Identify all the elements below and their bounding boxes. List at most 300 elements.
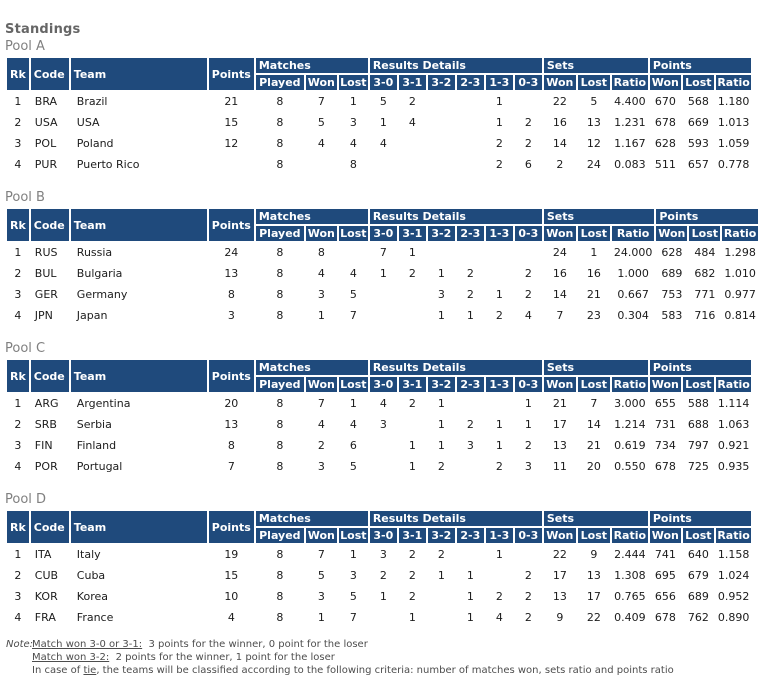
cell: 678 — [654, 116, 676, 129]
cell: 484 — [694, 246, 716, 259]
cell: 1 — [437, 418, 445, 431]
sub-column-header: 1-3 — [486, 528, 513, 543]
cell: 16 — [552, 116, 567, 129]
cell — [370, 306, 397, 325]
sub-column-header: Won — [307, 529, 335, 542]
cell: 0.921 — [717, 439, 750, 452]
group-header: Matches — [256, 511, 368, 526]
cell: 14 — [552, 288, 567, 301]
cell — [209, 155, 254, 174]
cell: 1 — [379, 116, 387, 129]
cell: 20 — [586, 460, 601, 473]
cell: 1.214 — [614, 418, 646, 431]
cell: 688 — [687, 418, 709, 431]
cell: 8 — [276, 95, 284, 108]
cell — [370, 436, 397, 455]
cell: 3 — [466, 439, 474, 452]
cell — [457, 243, 484, 262]
sub-column-header: Won — [307, 378, 335, 391]
pools — [5, 39, 766, 629]
cell: 1 — [14, 397, 22, 410]
cell — [428, 134, 455, 153]
cell: 656 — [654, 590, 676, 603]
cell: 5 — [349, 590, 357, 603]
cell: Cuba — [76, 569, 106, 582]
sub-column-header: Won — [651, 378, 679, 391]
cell: 21 — [586, 288, 601, 301]
cell: JPN — [34, 309, 53, 322]
table-row — [7, 457, 751, 476]
cell: 1 — [349, 95, 357, 108]
note-lines — [32, 638, 766, 677]
sub-column-header: Played — [256, 75, 304, 90]
pool-label: Pool D — [5, 492, 47, 507]
group-header: Points — [650, 360, 752, 375]
cell: 5 — [349, 288, 357, 301]
cell: 1 — [466, 611, 474, 624]
cell: 5 — [317, 569, 325, 582]
note-line — [32, 664, 766, 677]
standings-table — [5, 358, 753, 478]
table-row — [7, 155, 751, 174]
col-rank-header: Rk — [7, 58, 29, 90]
cell: 23 — [586, 309, 601, 322]
cell: 689 — [661, 267, 683, 280]
cell: 0.977 — [724, 288, 756, 301]
pool-label: Pool A — [5, 39, 45, 54]
sub-column-header: Lost — [578, 75, 610, 90]
sub-column-header: 2-3 — [457, 528, 484, 543]
cell: 5 — [349, 460, 357, 473]
cell: 2 — [317, 439, 325, 452]
cell — [428, 587, 455, 606]
cell: 583 — [661, 309, 683, 322]
cell: 13 — [224, 418, 239, 431]
pool-label: Pool C — [5, 341, 46, 356]
group-header: Matches — [256, 360, 368, 375]
col-team-header: Team — [71, 58, 207, 90]
cell: 1 — [317, 611, 325, 624]
cell: 2 — [495, 590, 503, 603]
cell: 741 — [654, 548, 676, 561]
cell: 17 — [586, 590, 601, 603]
header-row-groups — [7, 209, 758, 224]
cell — [399, 285, 426, 304]
cell: 7 — [590, 397, 598, 410]
sub-column-header: 0-3 — [515, 75, 542, 90]
cell: 15 — [224, 116, 239, 129]
cell: 2 — [408, 548, 416, 561]
cell — [515, 92, 542, 111]
cell: 1.063 — [717, 418, 750, 431]
sub-column-header: Lost — [578, 226, 610, 241]
cell: 8 — [349, 158, 357, 171]
cell: BRA — [34, 95, 58, 108]
cell: 5 — [379, 95, 387, 108]
cell — [486, 243, 513, 262]
group-header: Matches — [256, 209, 368, 224]
sub-column-header: Ratio — [717, 378, 750, 391]
cell: 8 — [276, 309, 284, 322]
cell: 734 — [654, 439, 676, 452]
cell: 0.935 — [717, 460, 750, 473]
cell: 2 — [14, 418, 22, 431]
sub-column-header: Lost — [683, 377, 714, 392]
note-underlined: Match won 3-2: — [32, 652, 110, 663]
cell: 1 — [437, 267, 445, 280]
note-rest: , the teams will be classified according to the following criteria: number of matches won, sets ratio and points ratio — [96, 665, 674, 676]
cell: 678 — [654, 460, 676, 473]
cell: 771 — [694, 288, 716, 301]
sub-column-header: Lost — [340, 378, 367, 391]
cell: 1 — [466, 569, 474, 582]
sub-column-header: Lost — [683, 75, 714, 90]
header-row-groups — [7, 360, 751, 375]
col-code-header: Code — [31, 360, 69, 392]
cell: 2 — [14, 116, 22, 129]
cell — [399, 155, 426, 174]
cell: POR — [34, 460, 58, 473]
group-header: Results Details — [370, 360, 542, 375]
cell: 1.024 — [717, 569, 750, 582]
cell: 7 — [317, 95, 325, 108]
cell: ITA — [34, 548, 52, 561]
group-header: Results Details — [370, 511, 542, 526]
sub-column-header: 0-3 — [515, 226, 542, 241]
cell: 3 — [14, 590, 22, 603]
note-pre: In case of — [32, 665, 84, 676]
sub-column-header: Played — [256, 528, 304, 543]
cell: 4 — [317, 267, 325, 280]
group-header: Points — [650, 58, 752, 73]
cell: 0.814 — [724, 309, 756, 322]
pool-section — [5, 492, 766, 629]
sub-column-header: 3-1 — [399, 75, 426, 90]
cell: 2 — [524, 590, 532, 603]
cell: Poland — [76, 137, 114, 150]
cell: Argentina — [76, 397, 131, 410]
cell: 797 — [687, 439, 709, 452]
pool-label: Pool B — [5, 190, 45, 205]
cell: 593 — [687, 137, 709, 150]
cell: 0.550 — [614, 460, 646, 473]
cell: 670 — [654, 95, 676, 108]
cell: 19 — [224, 548, 239, 561]
sub-column-header: Won — [544, 528, 576, 543]
cell: 2 — [408, 95, 416, 108]
sub-column-header: Won — [651, 529, 679, 542]
sub-column-header: Ratio — [613, 76, 647, 89]
cell: 1 — [495, 95, 503, 108]
cell: 1 — [495, 288, 503, 301]
cell: 8 — [276, 418, 284, 431]
cell: 7 — [379, 246, 387, 259]
cell: 1 — [495, 439, 503, 452]
col-rank-header: Rk — [7, 360, 29, 392]
cell: BUL — [34, 267, 57, 280]
cell: 0.304 — [617, 309, 649, 322]
cell: 3 — [317, 460, 325, 473]
cell: 8 — [276, 158, 284, 171]
cell: 2 — [524, 267, 532, 280]
cell: KOR — [34, 590, 58, 603]
cell: 13 — [552, 439, 567, 452]
col-team-header: Team — [71, 360, 207, 392]
cell — [370, 457, 397, 476]
sub-column-header: 0-3 — [515, 528, 542, 543]
cell: 1 — [379, 590, 387, 603]
pool-section — [5, 341, 766, 478]
cell: France — [76, 611, 114, 624]
cell: 24 — [224, 246, 239, 259]
cell — [457, 457, 484, 476]
sub-column-header: Ratio — [723, 227, 757, 240]
cell: 1 — [495, 548, 503, 561]
cell: 4 — [14, 158, 22, 171]
cell: 1 — [408, 460, 416, 473]
cell: 1.010 — [724, 267, 756, 280]
cell: 588 — [687, 397, 709, 410]
cell: 1 — [408, 439, 416, 452]
sub-column-header: 1-3 — [486, 377, 513, 392]
cell — [399, 415, 426, 434]
cell: 15 — [224, 569, 239, 582]
group-header: Sets — [544, 511, 648, 526]
sub-column-header: Lost — [683, 528, 714, 543]
cell: 1 — [14, 548, 22, 561]
cell — [428, 608, 455, 627]
cell: 7 — [349, 611, 357, 624]
cell: 8 — [276, 590, 284, 603]
cell: 4 — [14, 460, 22, 473]
cell: 2 — [524, 288, 532, 301]
group-header: Points — [656, 209, 758, 224]
cell: 21 — [586, 439, 601, 452]
cell: 2 — [408, 569, 416, 582]
col-points-header: Points — [209, 360, 254, 392]
cell: Japan — [76, 309, 108, 322]
cell: 0.890 — [717, 611, 750, 624]
cell: 1.298 — [724, 246, 756, 259]
cell — [486, 394, 513, 413]
cell: 4 — [379, 137, 387, 150]
sub-column-header: 3-0 — [370, 377, 397, 392]
cell: 2 — [524, 569, 532, 582]
cell: 8 — [276, 116, 284, 129]
sub-column-header: Won — [307, 227, 335, 240]
sub-column-header: Played — [256, 377, 304, 392]
note-underlined: Match won 3-0 or 3-1: — [32, 639, 143, 650]
cell: 8 — [276, 439, 284, 452]
cell: PUR — [34, 158, 58, 171]
cell: 0.619 — [614, 439, 646, 452]
cell: 1 — [437, 569, 445, 582]
cell: 3 — [227, 309, 235, 322]
cell — [457, 545, 484, 564]
cell: Bulgaria — [76, 267, 123, 280]
cell: 22 — [552, 95, 567, 108]
cell: 17 — [552, 418, 567, 431]
cell: 7 — [317, 397, 325, 410]
cell: 0.778 — [717, 158, 750, 171]
sub-column-header: Lost — [689, 226, 720, 241]
sub-column-header: 0-3 — [515, 377, 542, 392]
cell — [457, 155, 484, 174]
table-row — [7, 415, 751, 434]
cell: 2 — [408, 267, 416, 280]
table-row — [7, 608, 751, 627]
cell: 2 — [495, 137, 503, 150]
cell: 5 — [590, 95, 598, 108]
sub-column-header: 3-2 — [428, 528, 455, 543]
cell: 2 — [437, 460, 445, 473]
cell: 16 — [552, 267, 567, 280]
cell: Serbia — [76, 418, 112, 431]
sub-column-header: Ratio — [613, 529, 647, 542]
cell: 1 — [590, 246, 598, 259]
cell: 1 — [437, 439, 445, 452]
group-header: Sets — [544, 58, 648, 73]
cell: 0.765 — [614, 590, 646, 603]
cell: 13 — [552, 590, 567, 603]
cell: 1 — [14, 246, 22, 259]
cell: 9 — [590, 548, 598, 561]
cell: 5 — [317, 116, 325, 129]
cell: 1.308 — [614, 569, 646, 582]
cell: CUB — [34, 569, 59, 582]
table-row — [7, 306, 758, 325]
cell: 3 — [437, 288, 445, 301]
col-rank-header: Rk — [7, 209, 29, 241]
group-header: Results Details — [370, 58, 542, 73]
cell: 17 — [552, 569, 567, 582]
sub-column-header: Lost — [340, 227, 367, 240]
col-rank-header: Rk — [7, 511, 29, 543]
cell: 2 — [524, 137, 532, 150]
cell: 22 — [586, 611, 601, 624]
cell: 1.231 — [614, 116, 646, 129]
cell: 2 — [524, 611, 532, 624]
sub-column-header: 3-0 — [370, 75, 397, 90]
cell — [370, 285, 397, 304]
cell: 12 — [586, 137, 601, 150]
cell: 8 — [227, 439, 235, 452]
cell — [428, 243, 455, 262]
cell: FRA — [34, 611, 56, 624]
cell: 628 — [661, 246, 683, 259]
sub-column-header: 2-3 — [457, 377, 484, 392]
cell: 13 — [224, 267, 239, 280]
cell: 682 — [694, 267, 716, 280]
cell: 8 — [276, 288, 284, 301]
table-row — [7, 436, 751, 455]
cell: 8 — [276, 460, 284, 473]
group-header: Sets — [544, 360, 648, 375]
cell: Russia — [76, 246, 113, 259]
cell: 20 — [224, 397, 239, 410]
cell: 1 — [408, 611, 416, 624]
cell: 13 — [586, 569, 601, 582]
cell: 2 — [14, 267, 22, 280]
cell: Puerto Rico — [76, 158, 140, 171]
cell: 6 — [524, 158, 532, 171]
cell: 16 — [586, 267, 601, 280]
cell: 1.013 — [717, 116, 750, 129]
cell: 3.000 — [614, 397, 646, 410]
cell — [306, 155, 337, 174]
cell: 2.444 — [614, 548, 646, 561]
cell: 2 — [466, 267, 474, 280]
cell: 1.059 — [717, 137, 750, 150]
cell — [428, 155, 455, 174]
cell: 762 — [687, 611, 709, 624]
cell: 1 — [437, 309, 445, 322]
cell: 1.114 — [717, 397, 750, 410]
cell: 4 — [495, 611, 503, 624]
sub-column-header: Won — [544, 377, 576, 392]
cell: 4 — [408, 116, 416, 129]
cell: 2 — [466, 288, 474, 301]
table-row — [7, 394, 751, 413]
cell: 21 — [224, 95, 239, 108]
cell — [370, 155, 397, 174]
cell: 731 — [654, 418, 676, 431]
cell: 1 — [379, 267, 387, 280]
table-row — [7, 134, 751, 153]
col-code-header: Code — [31, 58, 69, 90]
cell: 2 — [408, 397, 416, 410]
table-row — [7, 113, 751, 132]
cell: 21 — [552, 397, 567, 410]
cell: 669 — [687, 116, 709, 129]
cell: 1 — [437, 397, 445, 410]
cell: 568 — [687, 95, 709, 108]
group-header: Results Details — [370, 209, 542, 224]
cell: RUS — [34, 246, 58, 259]
cell: 4.400 — [614, 95, 646, 108]
cell: USA — [34, 116, 58, 129]
sub-column-header: Lost — [578, 528, 610, 543]
note-rest: 2 points for the winner, 1 point for the loser — [109, 652, 335, 663]
sub-column-header: Won — [307, 76, 335, 89]
cell: 1.000 — [617, 267, 649, 280]
pool-section — [5, 39, 766, 176]
cell — [515, 545, 542, 564]
cell: 679 — [687, 569, 709, 582]
cell: 7 — [317, 548, 325, 561]
table-row — [7, 545, 751, 564]
cell: 1 — [349, 397, 357, 410]
cell: 657 — [687, 158, 709, 171]
cell: ARG — [34, 397, 59, 410]
cell: 689 — [687, 590, 709, 603]
cell: 2 — [466, 418, 474, 431]
cell: Finland — [76, 439, 117, 452]
col-team-header: Team — [71, 209, 207, 241]
cell: 640 — [687, 548, 709, 561]
sub-column-header: Played — [256, 226, 304, 241]
sub-column-header: Won — [658, 227, 686, 240]
cell: 3 — [14, 439, 22, 452]
cell: 12 — [224, 137, 239, 150]
sub-column-header: 3-2 — [428, 226, 455, 241]
cell — [457, 394, 484, 413]
cell: 11 — [552, 460, 567, 473]
cell: 4 — [227, 611, 235, 624]
cell: FIN — [34, 439, 53, 452]
col-points-header: Points — [209, 58, 254, 90]
cell: 8 — [276, 267, 284, 280]
